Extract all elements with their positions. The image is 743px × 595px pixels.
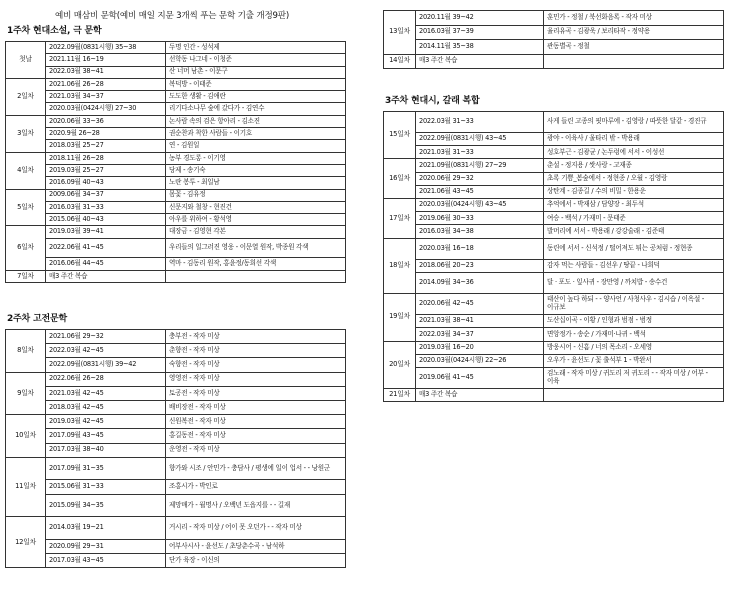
table-row — [6, 554, 346, 568]
table-row — [6, 189, 346, 201]
exam-source: 2021.03월 42~45 — [46, 386, 166, 400]
work-title: 광야 - 이육사 / 울타리 밖 - 박용래 — [544, 133, 724, 146]
work-title: 홍길동전 - 작자 미상 — [166, 429, 346, 443]
work-title: 배비장전 - 작자 미상 — [166, 400, 346, 414]
table-row — [6, 358, 346, 372]
table-row — [384, 199, 724, 212]
exam-source: 2021.03월 38~41 — [416, 315, 544, 328]
exam-source: 2020.03월(0424시행) 22~26 — [416, 354, 544, 367]
work-title: 어부사시사 - 윤선도 / 초당춘수곡 - 남석하 — [166, 540, 346, 554]
table-row — [384, 133, 724, 146]
exam-source: 2016.03월 31~33 — [46, 201, 166, 213]
table-row — [6, 140, 346, 152]
table-row — [6, 429, 346, 443]
day-label: 18일차 — [384, 238, 416, 293]
table-row — [384, 341, 724, 354]
work-title: 신원복전 - 작자 미상 — [166, 415, 346, 429]
work-title: 면앙정가 - 송순 / 가재미·나귀 - 백석 — [544, 328, 724, 341]
exam-source: 2020.09월 29~31 — [46, 540, 166, 554]
work-title: 충부전 - 작자 미상 — [166, 330, 346, 344]
work-title: 향가와 시조 / 안민가 - 충담사 / 평생에 일이 업서 - - 낭원군 — [166, 457, 346, 480]
table-row — [6, 42, 346, 54]
page-title: 예비 매삼비 문학(예비 매일 지문 3개씩 푸는 문학 기출 개정9판) — [55, 11, 290, 21]
table-row — [6, 66, 346, 78]
table-row — [6, 386, 346, 400]
work-title: 율리유곡 - 김광욱 / 보리타작 - 정약용 — [544, 25, 724, 40]
exam-source: 2022.09월(0831시행) 35~38 — [46, 42, 166, 54]
table-row — [6, 103, 346, 115]
table-row — [384, 272, 724, 293]
exam-source: 2022.06월 26~28 — [46, 372, 166, 386]
work-title: 노란 봉투 - 최일남 — [166, 177, 346, 189]
exam-source: 2017.03월 43~45 — [46, 554, 166, 568]
work-title: 권순찬과 착한 사람들 - 이기호 — [166, 128, 346, 140]
table-row — [6, 457, 346, 480]
work-title: 초록 기쁨_봄숲에서 - 정현종 / 오월 - 김영랑 — [544, 172, 724, 185]
day-label: 21일차 — [384, 388, 416, 401]
section-heading-week2: 2주차 고전문학 — [7, 314, 67, 324]
exam-source: 2014.09월 34~36 — [416, 272, 544, 293]
work-title: 논사람 속의 검은 항아리 - 김소진 — [166, 115, 346, 127]
work-title: 두명 인간 - 성석제 — [166, 42, 346, 54]
exam-source: 2021.06월 29~32 — [46, 330, 166, 344]
table-row — [384, 259, 724, 272]
exam-source: 2016.03월 37~39 — [416, 25, 544, 40]
exam-source: 2021.11월 16~19 — [46, 54, 166, 66]
work-title: 산 너머 남촌 - 이문구 — [166, 66, 346, 78]
day-label: 16일차 — [384, 159, 416, 199]
work-title: 여승 - 백석 / 가재미 - 문태준 — [544, 212, 724, 225]
exam-source: 2021.09월(0831시행) 27~29 — [416, 159, 544, 172]
work-title: 신문지와 철창 - 현진건 — [166, 201, 346, 213]
day-label: 7일차 — [6, 270, 46, 282]
work-title: 운영전 - 작자 미상 — [166, 443, 346, 457]
day-label: 15일차 — [384, 112, 416, 159]
day-label: 10일차 — [6, 415, 46, 458]
exam-source: 2021.03월 34~37 — [46, 91, 166, 103]
table-row — [6, 226, 346, 238]
section-heading-week1: 1주차 현대소설, 극 문학 — [7, 26, 102, 36]
work-title: 토공전 - 작자 미상 — [166, 386, 346, 400]
exam-source: 2022.06월 41~45 — [46, 238, 166, 258]
exam-source: 2014.03월 19~21 — [46, 517, 166, 540]
exam-source: 2016.03월 34~38 — [416, 225, 544, 238]
work-title: 발머리에 서서 - 박용래 / 강강술래 - 김준태 — [544, 225, 724, 238]
work-title: 당제 - 송기숙 — [166, 164, 346, 176]
exam-source: 2014.11월 35~38 — [416, 40, 544, 55]
table-row — [6, 400, 346, 414]
table-row — [384, 11, 724, 26]
work-title: 검노래 - 작자 미상 / 귀도리 저 귀도리 - - 작자 미상 / 어부 - 이육 — [544, 367, 724, 388]
table-row — [384, 185, 724, 198]
section-heading-week3: 3주차 현대시, 갈래 복합 — [385, 96, 480, 106]
exam-source: 2020.03월(0424시행) 43~45 — [416, 199, 544, 212]
review-cell: 매3 주간 복습 — [416, 54, 544, 69]
schedule-table-week2-continued — [383, 10, 724, 69]
work-title: 연 - 김원일 — [166, 140, 346, 152]
table-row — [6, 152, 346, 164]
work-title: 춘설 - 정지용 / 쌋사랑 - 고재종 — [544, 159, 724, 172]
work-title: 달 · 포도 · 잎사귀 - 장만영 / 까치밥 - 송수건 — [544, 272, 724, 293]
day-label: 2일차 — [6, 78, 46, 115]
exam-source: 2022.03월 42~45 — [46, 344, 166, 358]
day-label: 3일차 — [6, 115, 46, 152]
exam-source: 2022.03월 34~37 — [416, 328, 544, 341]
work-title: 성호부근 - 김광균 / 논두렁에 서서 - 이성선 — [544, 146, 724, 159]
review-cell: 매3 주간 복습 — [416, 388, 544, 401]
work-title: 오우가 - 윤선도 / 꽃 출석부 1 - 박완서 — [544, 354, 724, 367]
day-label: 6일차 — [6, 226, 46, 270]
work-title: 거시리 - 작자 미상 / 어이 못 오던가 - - 작자 미상 — [166, 517, 346, 540]
table-row — [384, 354, 724, 367]
exam-source: 2020.06월 29~32 — [416, 172, 544, 185]
schedule-table-week2 — [5, 329, 346, 568]
exam-source: 2016.09월 40~43 — [46, 177, 166, 189]
exam-source: 2020.06월 33~36 — [46, 115, 166, 127]
table-row — [6, 128, 346, 140]
work-title: 역마 - 김동리 원작, 홍윤정/동희선 각색 — [166, 258, 346, 270]
table-row — [6, 91, 346, 103]
exam-source: 2020.06월 42~45 — [416, 294, 544, 315]
work-title: 아우를 위하여 - 황석영 — [166, 214, 346, 226]
table-row — [6, 214, 346, 226]
table-row — [6, 115, 346, 127]
work-title: 방웅시어 - 신흠 / 너의 목소리 - 오세영 — [544, 341, 724, 354]
work-title: 도산십이곡 - 이황 / 인형과 범점 - 범정 — [544, 315, 724, 328]
table-row — [6, 78, 346, 90]
exam-source: 2018.11월 26~28 — [46, 152, 166, 164]
exam-source: 2021.06월 43~45 — [416, 185, 544, 198]
day-label: 9일차 — [6, 372, 46, 415]
table-row — [384, 25, 724, 40]
exam-source: 2020.11월 39~42 — [416, 11, 544, 26]
table-row — [6, 443, 346, 457]
day-label: 5일차 — [6, 189, 46, 226]
empty-cell — [166, 270, 346, 282]
table-row — [6, 344, 346, 358]
table-row — [6, 494, 346, 517]
table-row — [6, 540, 346, 554]
work-title: 상탄계 - 김종길 / 수의 비밀 - 한용운 — [544, 185, 724, 198]
table-row — [6, 372, 346, 386]
day-label: 12일차 — [6, 517, 46, 568]
work-title: 감자 먹는 사람들 - 김선우 / 땅끝 - 나희덕 — [544, 259, 724, 272]
empty-cell — [544, 54, 724, 69]
exam-source: 2022.09월(0831시행) 43~45 — [416, 133, 544, 146]
table-row — [384, 159, 724, 172]
exam-source: 2020.9월 26~28 — [46, 128, 166, 140]
exam-source: 2019.03월 16~20 — [416, 341, 544, 354]
day-label: 13일차 — [384, 11, 416, 55]
exam-source: 2021.03월 31~33 — [416, 146, 544, 159]
review-row — [384, 388, 724, 401]
empty-cell — [544, 388, 724, 401]
work-title: 조홍시가 - 박인로 — [166, 480, 346, 494]
work-title: 대장금 - 김영현 각본 — [166, 226, 346, 238]
work-title: 제망매가 - 월명사 / 오백년 도읍지를 - - 길재 — [166, 494, 346, 517]
table-row — [384, 146, 724, 159]
exam-source: 2019.03월 25~27 — [46, 164, 166, 176]
table-row — [6, 164, 346, 176]
table-row — [6, 480, 346, 494]
work-title: 훈민가 - 정철 / 북선화음록 - 작자 미상 — [544, 11, 724, 26]
work-title: 도도한 생활 - 김애란 — [166, 91, 346, 103]
work-title: 선학동 나그네 - 이청준 — [166, 54, 346, 66]
table-row — [6, 238, 346, 258]
day-label: 첫날 — [6, 42, 46, 79]
exam-source: 2018.03월 25~27 — [46, 140, 166, 152]
table-row — [384, 238, 724, 259]
table-row — [6, 415, 346, 429]
table-row — [384, 294, 724, 315]
day-label: 14일차 — [384, 54, 416, 69]
work-title: 숙향전 - 작자 미상 — [166, 358, 346, 372]
work-title: 복덕방 - 이태준 — [166, 78, 346, 90]
table-row — [384, 212, 724, 225]
table-row — [384, 315, 724, 328]
table-row — [6, 517, 346, 540]
exam-source: 2022.03월 31~33 — [416, 112, 544, 133]
work-title: 춘향전 - 작자 미상 — [166, 344, 346, 358]
day-label: 20일차 — [384, 341, 416, 388]
exam-source: 2021.06월 26~28 — [46, 78, 166, 90]
review-row — [6, 270, 346, 282]
exam-source: 2017.09월 31~35 — [46, 457, 166, 480]
exam-source: 2017.09월 43~45 — [46, 429, 166, 443]
work-title: 태산이 높다 하되 - - 양사언 / 사청사우 - 김시습 / 이옥설 - 이규보 — [544, 294, 724, 315]
exam-source: 2009.06월 34~37 — [46, 189, 166, 201]
work-title: 사게 들린 고종의 핏마루에 - 김영랑 / 따뜻한 달같 - 경진규 — [544, 112, 724, 133]
table-row — [384, 40, 724, 55]
table-row — [384, 367, 724, 388]
exam-source: 2018.06월 20~23 — [416, 259, 544, 272]
schedule-table-week1 — [5, 41, 346, 283]
exam-source: 2019.06월 30~33 — [416, 212, 544, 225]
work-title: 동린에 서서 - 신석정 / 떨어져도 튀는 공처럼 - 정현종 — [544, 238, 724, 259]
work-title: 관동별곡 - 정철 — [544, 40, 724, 55]
work-title: 영영전 - 작자 미상 — [166, 372, 346, 386]
exam-source: 2015.06월 31~33 — [46, 480, 166, 494]
table-row — [384, 225, 724, 238]
exam-source: 2017.03월 38~40 — [46, 443, 166, 457]
table-row — [6, 54, 346, 66]
table-row — [6, 330, 346, 344]
work-title: 몸꽃 - 김유정 — [166, 189, 346, 201]
day-label: 11일차 — [6, 457, 46, 517]
work-title: 농부 경도롱 - 이기영 — [166, 152, 346, 164]
work-title: 단가 육장 - 이신의 — [166, 554, 346, 568]
day-label: 4일차 — [6, 152, 46, 189]
work-title: 추억에서 - 박재삼 / 담양장 - 최두석 — [544, 199, 724, 212]
exam-source: 2020.03월 16~18 — [416, 238, 544, 259]
table-row — [384, 328, 724, 341]
table-row — [6, 201, 346, 213]
day-label: 8일차 — [6, 330, 46, 373]
review-cell: 매3 주간 복습 — [46, 270, 166, 282]
exam-source: 2019.03월 39~41 — [46, 226, 166, 238]
exam-source: 2018.03월 42~45 — [46, 400, 166, 414]
exam-source: 2022.09월(0831시행) 39~42 — [46, 358, 166, 372]
day-label: 19일차 — [384, 294, 416, 341]
exam-source: 2016.06월 44~45 — [46, 258, 166, 270]
table-row — [6, 258, 346, 270]
work-title: 우리들의 일그러진 영웅 - 이문열 원작, 박종원 각색 — [166, 238, 346, 258]
exam-source: 2019.06월 41~45 — [416, 367, 544, 388]
exam-source: 2015.06월 40~43 — [46, 214, 166, 226]
exam-source: 2019.03월 42~45 — [46, 415, 166, 429]
day-label: 17일차 — [384, 199, 416, 239]
table-row — [6, 177, 346, 189]
work-title: 리기다소나무 숲에 갔다가 - 김연수 — [166, 103, 346, 115]
table-row — [384, 172, 724, 185]
exam-source: 2015.09월 34~35 — [46, 494, 166, 517]
table-row — [384, 112, 724, 133]
exam-source: 2020.03월(0424시행) 27~30 — [46, 103, 166, 115]
review-row — [384, 54, 724, 69]
schedule-table-week3 — [383, 111, 724, 402]
exam-source: 2022.03월 38~41 — [46, 66, 166, 78]
